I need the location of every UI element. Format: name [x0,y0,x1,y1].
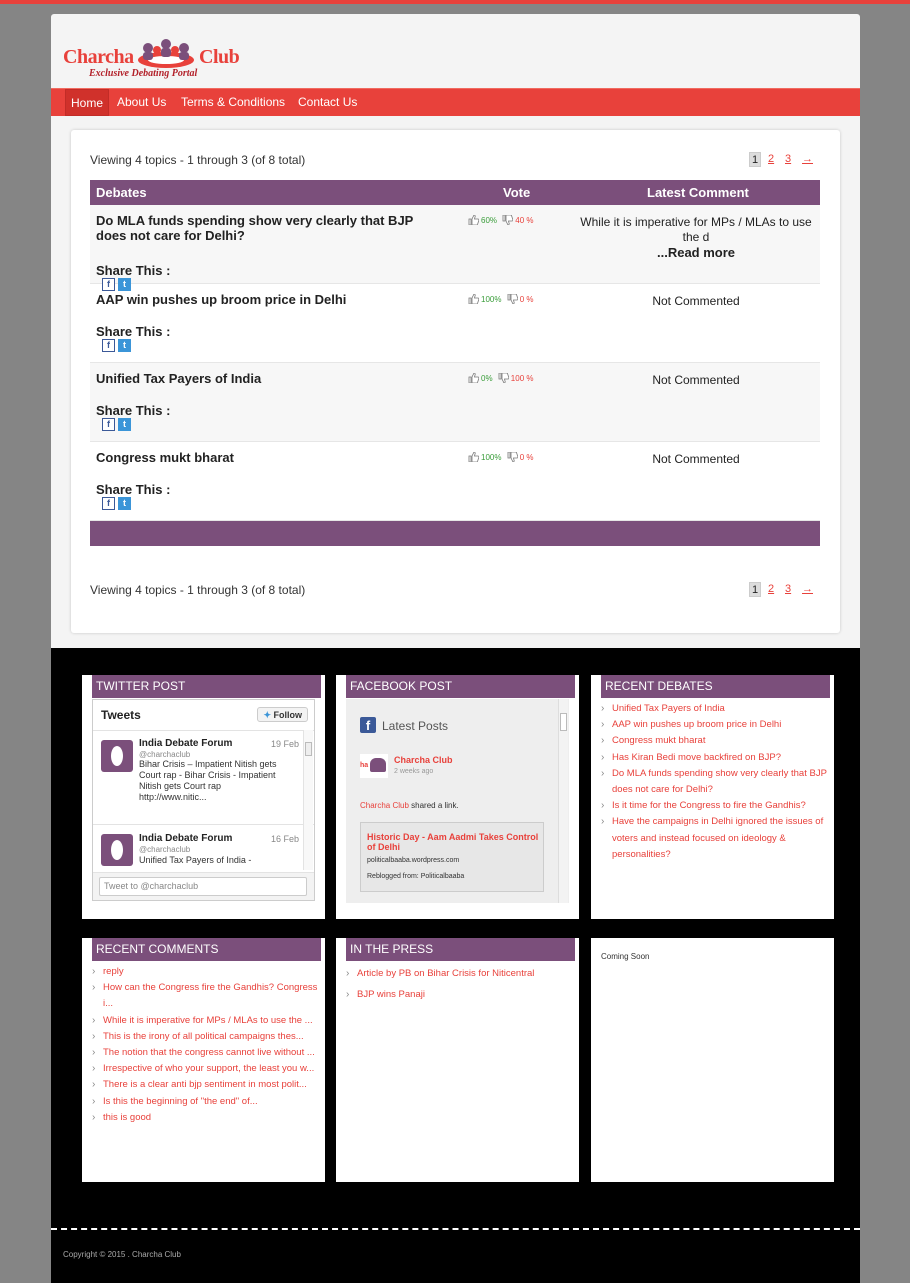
recent-debates-widget [591,675,834,919]
list-item[interactable]: › Irrespective of who your support, the least you w... [92,1061,318,1077]
thumbs-up-icon[interactable] [468,452,479,462]
vote-down-percent: 100 % [510,374,534,383]
main-nav [51,88,860,116]
page-3[interactable]: 3 [785,583,792,595]
latest-posts-heading: Latest Posts [382,719,449,733]
share-label: Share This : [96,263,171,278]
thumbs-down-icon[interactable] [502,215,513,225]
tweet-text: Bihar Crisis – Impatient Nitish gets Court rap - Bihar Crisis - Impatient Nitish gets Court rap http://www.nitic... [139,759,277,802]
table-footer [90,521,820,546]
debates-table [90,180,820,546]
tweet-text: Unified Tax Payers of India - [139,855,252,865]
latest-comment: Not Commented [652,373,740,387]
listing-summary-bottom: Viewing 4 topics - 1 through 3 (of 8 total) [90,583,306,597]
col-vote: Vote [503,185,531,200]
vote-stats [468,373,533,383]
follow-button[interactable] [257,707,308,722]
list-item[interactable]: › How can the Congress fire the Gandhis? Congress i... [92,980,318,1012]
logo-tagline: Exclusive Debating Portal [89,68,198,79]
coming-soon-widget [591,938,834,1182]
press-widget [336,938,579,1182]
page-3[interactable]: 3 [785,153,792,165]
pagination-bottom [749,582,821,598]
list-item[interactable]: › This is the irony of all political campaigns thes... [92,1029,318,1045]
tweet-author[interactable]: India Debate Forum [139,738,233,749]
list-item[interactable]: › Do MLA funds spending show very clearly that BJP does not care for Delhi? [601,766,827,798]
latest-comment: Not Commented [652,452,740,466]
facebook-widget [336,675,579,919]
footer-divider [51,1228,860,1230]
share-label: Share This : [96,324,171,339]
avatar[interactable] [101,834,133,866]
page-2[interactable]: 2 [768,153,775,165]
list-item[interactable]: › There is a clear anti bjp sentiment in most polit... [92,1077,318,1093]
twitter-share-icon[interactable]: t [118,339,131,352]
vote-up-percent: 100% [481,295,502,304]
widget-title: TWITTER POST [92,675,321,698]
logo-text-left: Charcha [63,46,134,68]
table-header [90,180,820,205]
vote-up-percent: 60% [481,216,498,225]
widget-title: IN THE PRESS [346,938,575,961]
recent-comments-widget [82,938,325,1182]
vote-down-percent: 0 % [519,295,534,304]
thumbs-down-icon[interactable] [507,294,518,304]
twitter-share-icon[interactable]: t [118,418,131,431]
table-row [90,363,820,442]
debate-title[interactable]: Do MLA funds spending show very clearly that BJP does not care for Delhi? [96,213,414,243]
page-1[interactable]: 1 [749,582,761,597]
table-row [90,284,820,363]
col-latest-comment: Latest Comment [647,185,749,200]
page-next[interactable]: → [802,583,813,595]
tweet-handle: @charchaclub [139,750,191,759]
listing-summary-top: Viewing 4 topics - 1 through 3 (of 8 total) [90,153,306,167]
coming-soon-text: Coming Soon [601,952,650,961]
thumbs-up-icon[interactable] [468,373,479,383]
comment-text: While it is imperative for MPs / MLAs to use the d [580,215,812,244]
reblog-source: Reblogged from: Politicalbaaba [367,873,465,880]
page-2[interactable]: 2 [768,583,775,595]
logo-people-icon [134,38,198,70]
debate-title[interactable]: AAP win pushes up broom price in Delhi [96,292,347,307]
tweet-handle: @charchaclub [139,845,191,854]
avatar[interactable] [101,740,133,772]
recent-comments-list [92,964,318,1126]
share-label: Share This : [96,482,171,497]
link-title[interactable]: Historic Day - Aam Aadmi Takes Control of Delhi [367,832,539,852]
thumbs-down-icon[interactable] [498,373,509,383]
facebook-share-icon[interactable]: f [102,418,115,431]
debate-title[interactable]: Congress mukt bharat [96,450,234,465]
table-row [90,205,820,289]
list-item[interactable]: › Unified Tax Payers of India [601,701,827,717]
vote-stats [468,294,534,304]
thumbs-up-icon[interactable] [468,294,479,304]
shared-suffix: shared a link. [408,801,459,810]
vote-up-percent: 100% [481,453,502,462]
footer [51,648,860,1283]
facebook-scrollbar[interactable] [558,699,568,903]
col-debates: Debates [96,185,147,200]
tweet-compose-input[interactable]: Tweet to @charchaclub [99,877,307,896]
tweet-date[interactable]: 16 Feb [271,834,300,844]
nav-contact-us[interactable]: Contact Us [298,95,358,109]
twitter-share-icon[interactable]: t [118,497,131,510]
table-row [90,442,820,521]
debates-panel [71,130,840,633]
list-item[interactable]: › The notion that the congress cannot live without ... [92,1045,318,1061]
tweet-date[interactable]: 19 Feb [271,739,300,749]
shared-by[interactable]: Charcha Club [360,801,409,810]
facebook-share-icon[interactable]: f [102,339,115,352]
nav-terms[interactable]: Terms & Conditions [181,95,286,109]
nav-home[interactable]: Home [65,89,109,116]
facebook-share-icon[interactable]: f [102,497,115,510]
nav-about-us[interactable]: About Us [117,95,167,109]
list-item[interactable]: › Have the campaigns in Delhi ignored the issues of voters and instead focused on ideology & personalities? [601,814,827,863]
link-preview[interactable] [360,822,544,892]
page-next[interactable]: → [802,153,813,165]
vote-down-percent: 40 % [515,216,534,225]
list-item[interactable]: › this is good [92,1110,318,1126]
link-domain: politicalbaaba.wordpress.com [367,857,460,864]
share-label: Share This : [96,403,171,418]
top-accent-bar [0,0,910,4]
twitter-share-icon[interactable]: t [118,278,131,291]
header [51,14,860,88]
vote-stats [468,215,533,225]
list-item[interactable]: › Article by PB on Bihar Crisis for Niticentral [346,965,572,982]
vote-stats [468,452,534,462]
read-more-link[interactable]: ...Read more [656,245,736,260]
page-avatar[interactable]: ha [360,754,388,778]
vote-up-percent: 0% [481,374,493,383]
list-item[interactable]: › Congress mukt bharat [601,733,827,749]
thumbs-down-icon[interactable] [507,452,518,462]
latest-comment: Not Commented [652,294,740,308]
list-item[interactable]: › AAP win pushes up broom price in Delhi [601,717,827,733]
tweets-heading: Tweets [101,708,141,722]
list-item[interactable]: › Is this the beginning of "the end" of... [92,1094,318,1110]
press-list [346,965,572,1003]
widget-title: RECENT COMMENTS [92,938,321,961]
facebook-page-name[interactable]: Charcha Club [394,755,453,765]
list-item[interactable]: › Has Kiran Bedi move backfired on BJP? [601,750,827,766]
pagination-top [749,152,821,168]
follow-label: Follow [273,710,302,720]
logo-text-right: Club [199,46,240,68]
list-item[interactable]: › While it is imperative for MPs / MLAs to use the ... [92,1013,318,1029]
twitter-timeline[interactable] [92,699,315,901]
twitter-bird-icon: ✦ [263,710,271,720]
widget-title: FACEBOOK POST [346,675,575,698]
list-item[interactable]: › Is it time for the Congress to fire the Gandhis? [601,798,827,814]
facebook-share-icon[interactable]: f [102,278,115,291]
twitter-widget [82,675,325,919]
thumbs-up-icon[interactable] [468,215,479,225]
vote-down-percent: 0 % [519,453,534,462]
facebook-feed[interactable] [346,699,569,903]
recent-debates-list [601,701,827,863]
list-item[interactable]: › BJP wins Panaji [346,986,572,1003]
page-container [51,14,860,1283]
widget-title: RECENT DEBATES [601,675,830,698]
list-item[interactable]: › reply [92,964,318,980]
post-time: 2 weeks ago [394,768,434,775]
copyright-text: Copyright © 2015 . Charcha Club [63,1250,181,1259]
debate-title[interactable]: Unified Tax Payers of India [96,371,262,386]
shared-link-line [360,801,459,810]
page-1[interactable]: 1 [749,152,761,167]
tweet-author[interactable]: India Debate Forum [139,833,233,844]
latest-comment [576,215,816,261]
facebook-icon: f [360,717,376,733]
twitter-scrollbar[interactable] [303,730,313,870]
